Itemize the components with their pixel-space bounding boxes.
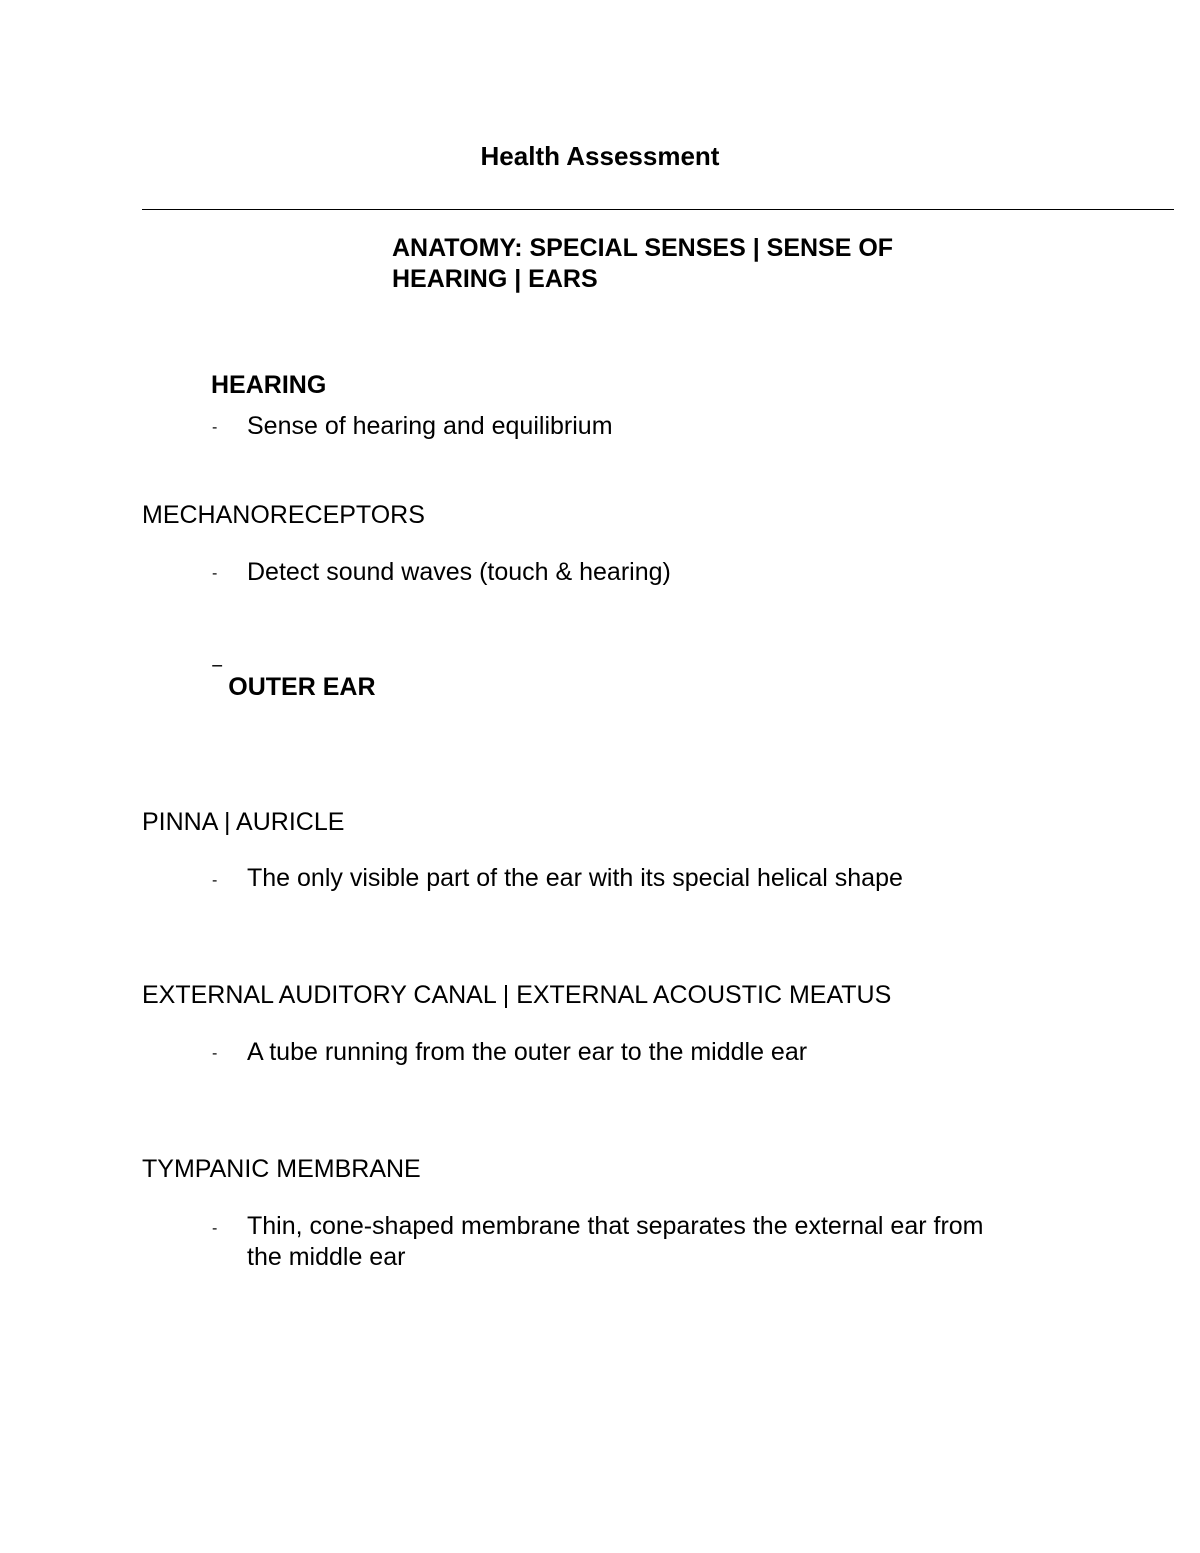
- bullet-dash: -: [212, 872, 218, 889]
- main-title-line-1: ANATOMY: SPECIAL SENSES | SENSE OF: [392, 234, 894, 262]
- section-heading-mechanoreceptors: MECHANORECEPTORS: [142, 501, 425, 529]
- main-title: [392, 233, 893, 295]
- bullet-text-external-canal: A tube running from the outer ear to the middle ear: [247, 1038, 808, 1066]
- bullet-text-mechanoreceptors: Detect sound waves (touch & hearing): [247, 558, 671, 586]
- section-heading-hearing: HEARING: [211, 371, 327, 399]
- section-heading-pinna: PINNA | AURICLE: [142, 808, 345, 836]
- bullet-text-tympanic-line-1: Thin, cone-shaped membrane that separates the external ear from: [247, 1212, 984, 1240]
- bullet-dash: -: [212, 419, 218, 436]
- bullet-text-hearing: Sense of hearing and equilibrium: [247, 412, 613, 440]
- document-header-title: Health Assessment: [480, 141, 720, 171]
- section-heading-external-canal: EXTERNAL AUDITORY CANAL | EXTERNAL ACOUSTIC MEATUS: [142, 981, 892, 1009]
- header-divider: [142, 209, 1174, 210]
- bullet-dash: -: [212, 1220, 218, 1237]
- overline-marker: ‾: [213, 663, 222, 691]
- bullet-text-pinna: The only visible part of the ear with its special helical shape: [247, 864, 903, 892]
- bullet-text-tympanic-line-2: the middle ear: [247, 1243, 406, 1271]
- outer-ear-heading-text: OUTER EAR: [228, 673, 376, 701]
- bullet-dash: -: [212, 1045, 218, 1062]
- bullet-text-tympanic: [247, 1211, 984, 1273]
- section-heading-tympanic: TYMPANIC MEMBRANE: [142, 1155, 421, 1183]
- main-title-line-2: HEARING | EARS: [392, 265, 598, 293]
- section-heading-outer-ear: [213, 663, 376, 702]
- bullet-dash: -: [212, 565, 218, 582]
